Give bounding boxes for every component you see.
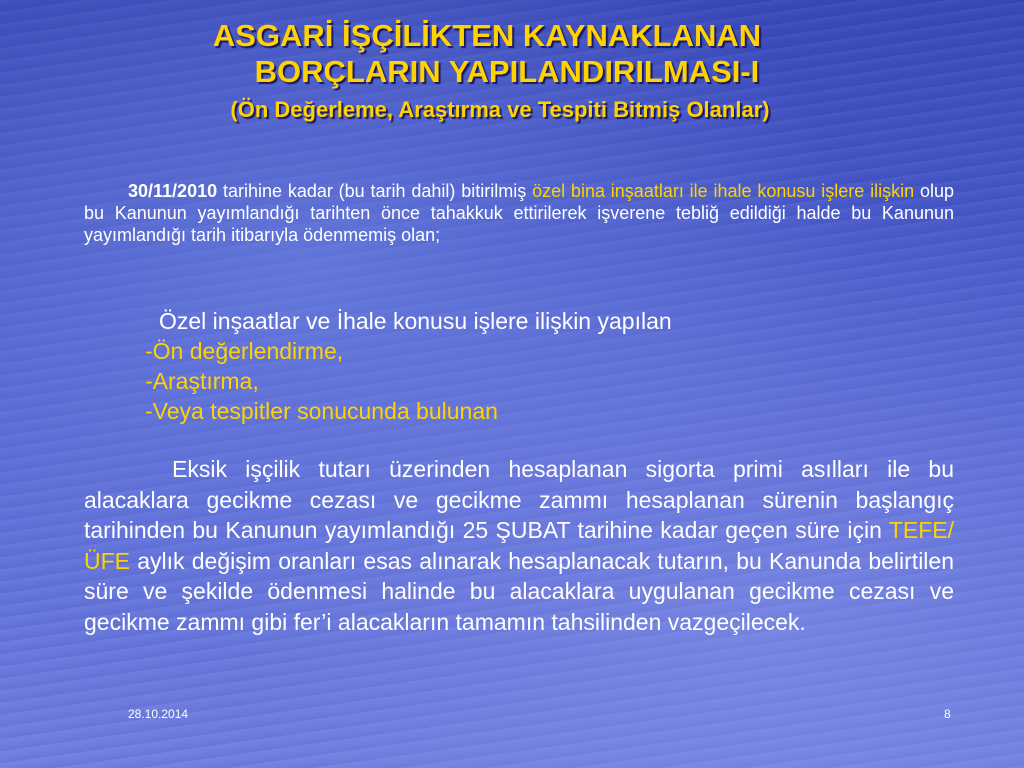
main-paragraph (84, 454, 954, 637)
intro-date: 30/11/2010 (128, 181, 218, 201)
slide-title-line-1: ASGARİ İŞÇİLİKTEN KAYNAKLANAN (212, 18, 762, 53)
intro-paragraph (84, 180, 954, 246)
paragraph-text-2: aylık değişim oranları esas alınarak hesaplanacak tutarın, bu Kanunda belirtilen süre ve şekilde ödenmesi halinde bu alacaklara uygulanan gecikme cezası ve gecikme zammı gibi fer’i alacakların tamamın tahsilinden vazgeçilecek. (84, 547, 954, 635)
list-item: -Veya tespitler sonucunda bulunan (145, 398, 498, 424)
list-item: -Ön değerlendirme, (145, 338, 344, 364)
paragraph-text-1: Eksik işçilik tutarı üzerinden hesaplanan sigorta primi asılları ile bu alacaklara gecikme cezası ve gecikme zammı hesaplanan sürenin başlangıç tarihinden bu Kanunun yayımlandığı 25 ŞUBAT tarihine kadar geçen süre için (84, 456, 954, 543)
work-type-list (145, 306, 945, 426)
slide-title-line-2: BORÇLARIN YAPILANDIRILMASI-I (254, 54, 760, 89)
paragraph-highlight: TEFE/ÜFE (84, 517, 954, 574)
slide-subtitle: (Ön Değerleme, Araştırma ve Tespiti Bitmiş Olanlar) (230, 97, 770, 122)
slide-title (100, 18, 900, 90)
intro-highlight: özel bina inşaatları ile ihale konusu işlere ilişkin (532, 181, 915, 201)
intro-text-1: tarihine kadar (bu tarih dahil) bitirilmiş (217, 181, 533, 201)
list-heading: Özel inşaatlar ve İhale konusu işlere ilişkin yapılan (159, 308, 672, 334)
list-item: -Araştırma, (145, 368, 259, 394)
page-number: 8 (944, 707, 951, 721)
intro-text-2: olup bu Kanunun yayımlandığı tarihten önce tahakkuk ettirilerek işverene tebliğ edildiği halde bu Kanunun yayımlandığı tarih itibarıyla ödenmemiş olan; (84, 181, 954, 245)
footer-date: 28.10.2014 (128, 707, 189, 721)
